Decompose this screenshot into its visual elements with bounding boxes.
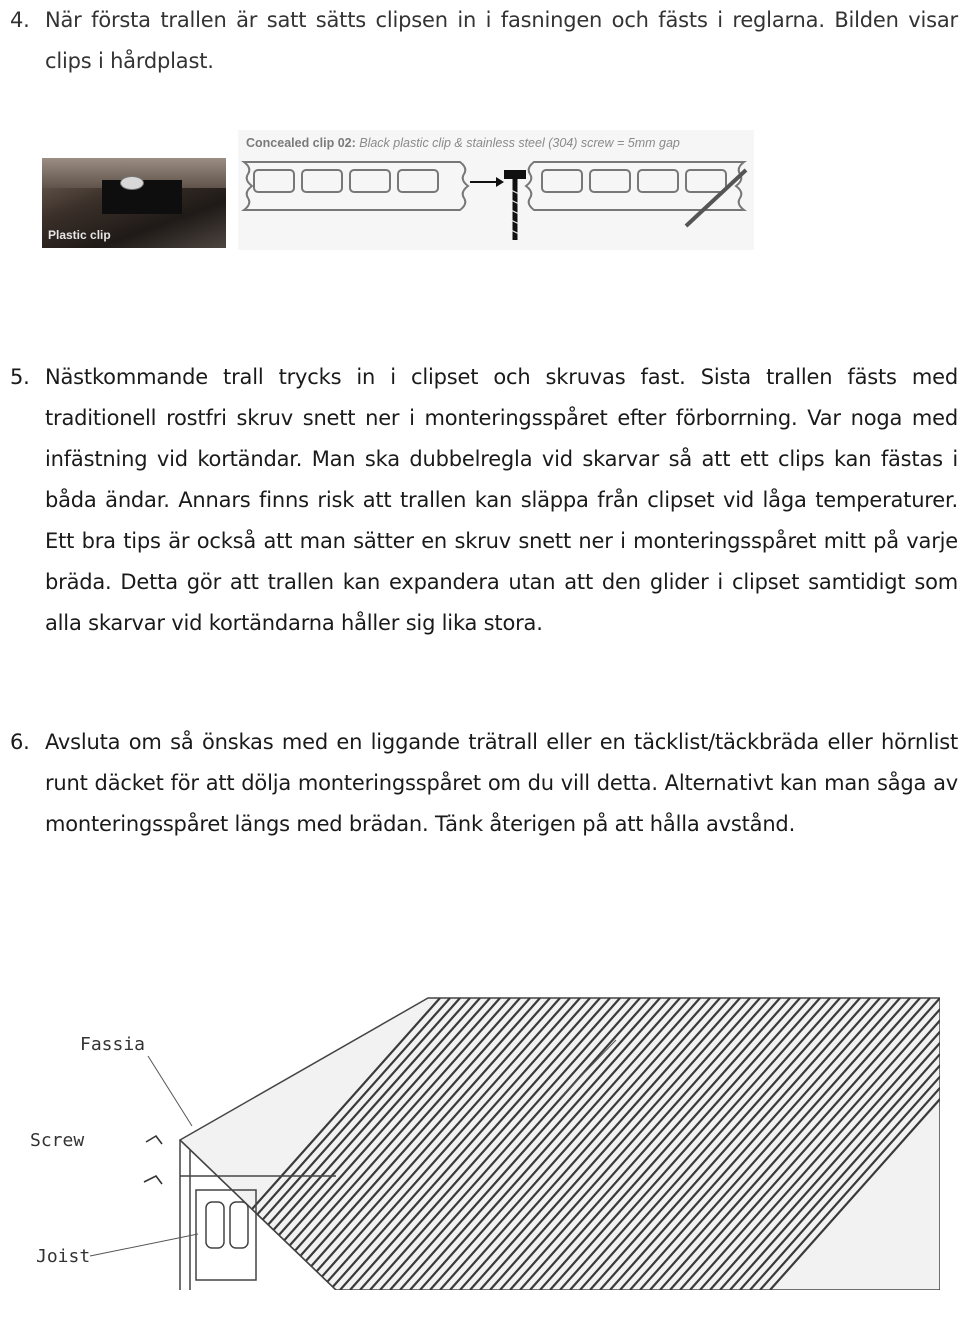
cross-section-svg <box>238 130 754 250</box>
screw-washer-image-part <box>120 176 144 190</box>
clip-cross-section-drawing <box>238 130 754 250</box>
drawing-caption-bold: Concealed clip 02: <box>246 136 356 150</box>
step-text: Nästkommande trall trycks in i clipset och skruvas fast. Sista trallen fästs med traditionell rostfri skruv snett ner i monteringsspåret efter förborrning. Var noga med infästning vid kortändar. Man ska dubbelregla vid skarvar så att ett clips kan fästas i båda ändar. Annars finns risk att trallen kan släppa från clipset vid låga temperaturer. Ett bra tips är också att man sätter en skruv snett ner i monteringsspåret mitt på varje bräda. Detta gör att trallen kan expandera utan att den glider i clipset samtidigt som alla skarvar vid kortändarna håller sig lika stora. <box>45 365 958 635</box>
clip-figure <box>42 130 754 250</box>
plastic-clip-photo <box>42 158 226 248</box>
photo-caption: Plastic clip <box>48 228 111 242</box>
screw-icons <box>144 1136 162 1184</box>
step-text: Avsluta om så önskas med en liggande trätrall eller en täcklist/täckbräda eller hörnlist runt däcket för att dölja monteringsspåret om du vill detta. Alternativt kan man såga av monteringsspåret längs med brädan. Tänk återigen på att hålla avstånd. <box>45 730 958 836</box>
clip-and-screw-symbol <box>470 170 746 240</box>
drawing-caption-rest: Black plastic clip & stainless steel (304) screw = 5mm gap <box>355 136 680 150</box>
label-screw: Screw <box>30 1130 85 1151</box>
step-number: 4. <box>10 8 30 32</box>
step-number: 5. <box>10 365 30 389</box>
deck-assembly-figure <box>20 990 940 1290</box>
step-number: 6. <box>10 730 30 754</box>
step-text: När första trallen är satt sätts clipsen in i fasningen och fästs i reglarna. Bilden visar clips i hårdplast. <box>45 8 958 73</box>
deck-drawing-svg <box>20 990 940 1290</box>
label-joist: Joist <box>36 1246 91 1267</box>
label-fassia: Fassia <box>80 1034 146 1055</box>
